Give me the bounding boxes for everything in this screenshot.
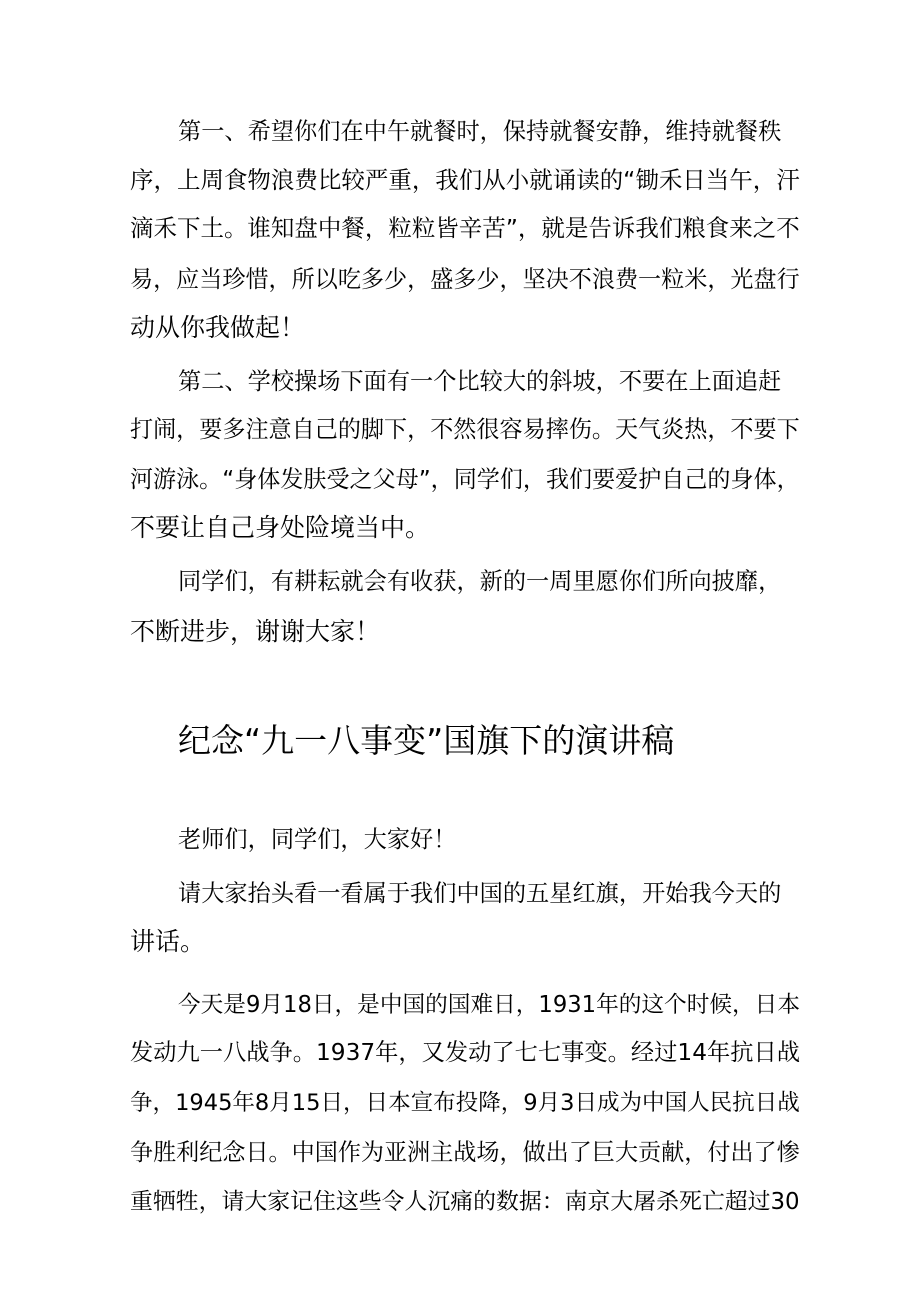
paragraph-line: 第一、希望你们在中午就餐时，保持就餐安静，维持就餐秩 xyxy=(178,118,782,145)
paragraph-line: 同学们，有耕耘就会有收获，新的一周里愿你们所向披靡， xyxy=(178,568,782,595)
paragraph-line: 发动九一八战争。1937年，又发动了七七事变。经过14年抗日战 xyxy=(130,1039,801,1066)
paragraph-line: 打闹，要多注意自己的脚下，不然很容易摔伤。天气炎热，不要下 xyxy=(130,417,800,443)
paragraph-line: 第二、学校操场下面有一个比较大的斜坡，不要在上面追赶 xyxy=(178,368,782,395)
paragraph-line: 易，应当珍惜，所以吃多少，盛多少，坚决不浪费一粒米，光盘行 xyxy=(130,267,800,293)
paragraph-line: 河游泳。“身体发肤受之父母”，同学们，我们要爱护自己的身体， xyxy=(130,467,800,493)
paragraph-line: 争胜利纪念日。中国作为亚洲主战场，做出了巨大贡献，付出了惨 xyxy=(130,1140,800,1166)
greeting-line: 老师们，同学们，大家好！ xyxy=(178,826,457,853)
paragraph-line: 今天是9月18日，是中国的国难日，1931年的这个时候，日本 xyxy=(178,992,800,1018)
paragraph-line: 重牺牲，请大家记住这些令人沉痛的数据：南京大屠杀死亡超过30 xyxy=(130,1189,800,1215)
speech-title: 纪念“九一八事变”国旗下的演讲稿 xyxy=(178,721,675,760)
paragraph-line: 争，1945年8月15日，日本宣布投降，9月3日成为中国人民抗日战 xyxy=(130,1090,800,1116)
paragraph-line: 序，上周食物浪费比较严重，我们从小就诵读的“锄禾日当午，汗 xyxy=(130,166,800,194)
paragraph-line: 滴禾下土。谁知盘中餐，粒粒皆辛苦”，就是告诉我们粮食来之不 xyxy=(130,214,800,242)
paragraph-line: 请大家抬头看一看属于我们中国的五星红旗，开始我今天的 xyxy=(178,880,782,907)
paragraph-line: 不断进步，谢谢大家！ xyxy=(130,617,381,646)
paragraph-line: 讲话。 xyxy=(130,927,206,956)
paragraph-line: 不要让自己身处险境当中。 xyxy=(130,513,431,542)
paragraph-line: 动从你我做起！ xyxy=(130,313,306,342)
